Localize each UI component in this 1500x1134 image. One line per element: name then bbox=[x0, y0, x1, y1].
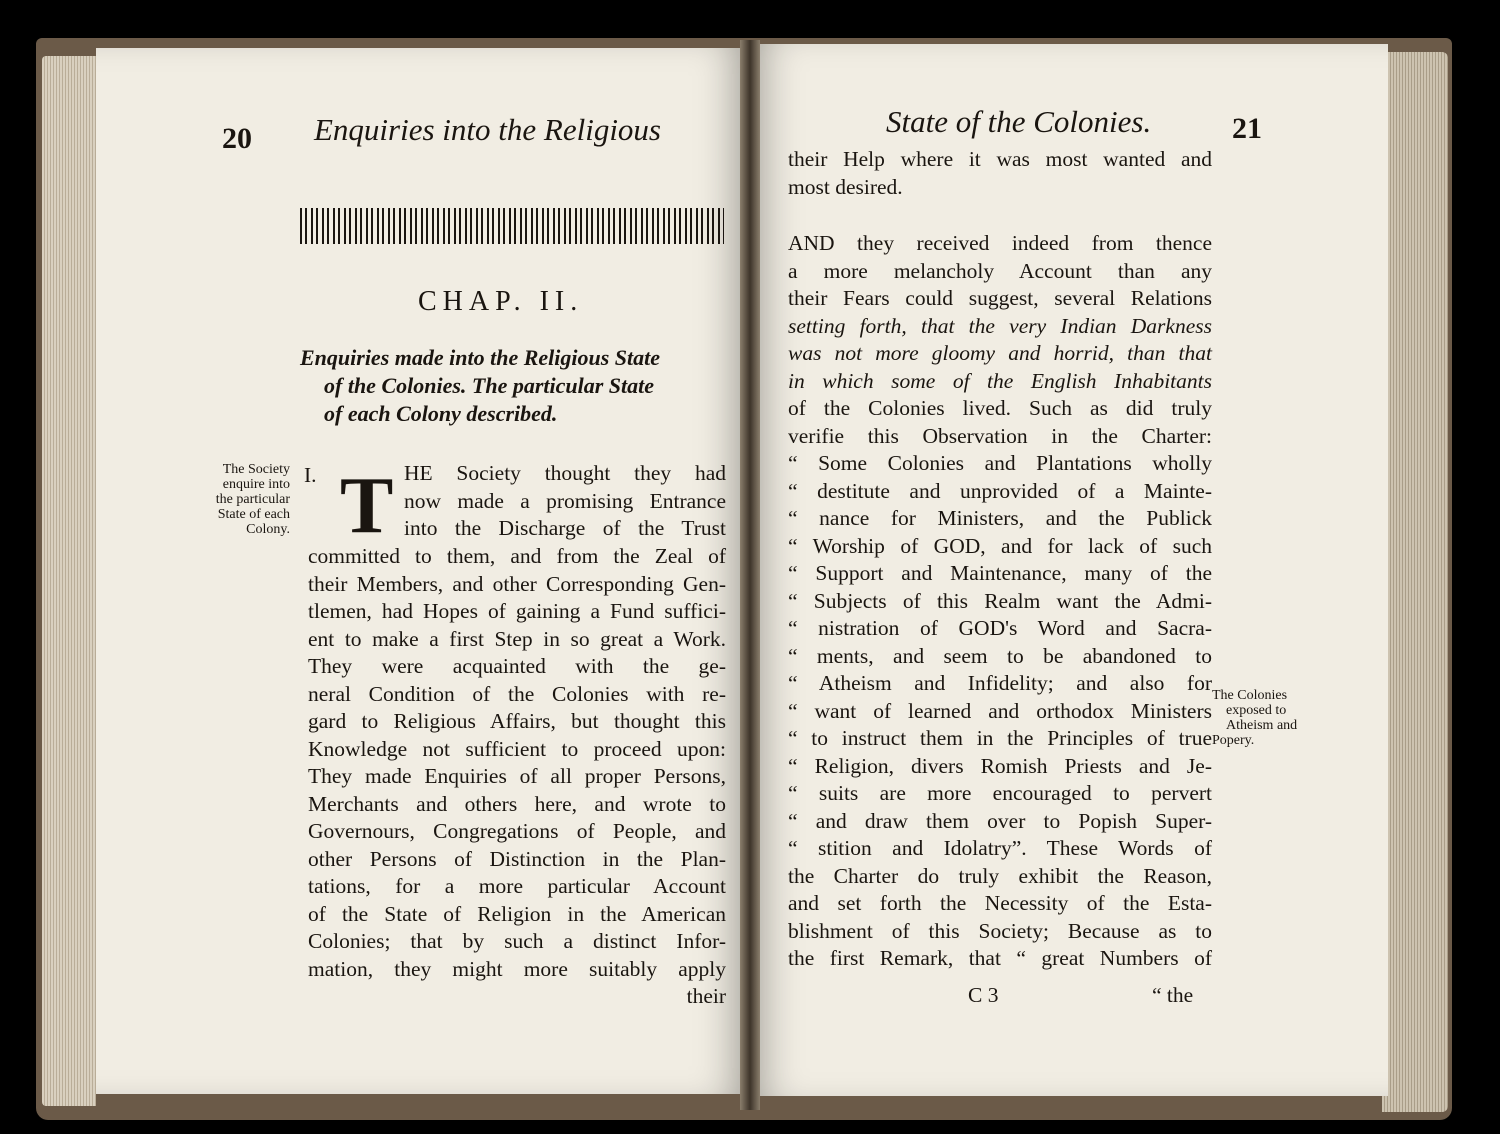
text-line: Governours, Congregations of People, and bbox=[308, 819, 726, 843]
catchword-right: “ the bbox=[1152, 983, 1194, 1007]
margin-note-line: The Colonies bbox=[1212, 688, 1288, 703]
text-line: neral Condition of the Colonies with re- bbox=[308, 681, 726, 706]
text-line: Knowledge not sufficient to proceed upon: bbox=[308, 736, 726, 761]
text-line: “ Atheism and Infidelity; and also for bbox=[788, 671, 1212, 695]
text-line: “ Worship of GOD, and for lack of such bbox=[788, 533, 1212, 558]
text-line: “ stition and Idolatry”. These Words of bbox=[788, 836, 1212, 860]
text-line: the Charter do truly exhibit the Reason, bbox=[788, 863, 1212, 888]
text-line: Colonies; that by such a distinct Infor- bbox=[308, 929, 726, 953]
text-line: most desired. bbox=[788, 174, 903, 199]
text-line: in which some of the English Inhabitants bbox=[788, 368, 1212, 393]
ornament-band-bottom bbox=[300, 226, 724, 244]
margin-note-line: the particular bbox=[215, 492, 290, 507]
margin-note-left bbox=[200, 462, 290, 537]
text-line: committed to them, and from the Zeal of bbox=[308, 544, 726, 568]
book-gutter bbox=[740, 40, 760, 1110]
text-line: They made Enquiries of all proper Persons, bbox=[308, 764, 726, 788]
text-line: the first Remark, that “ great Numbers of bbox=[788, 946, 1212, 970]
chapter-subtitle-line-1: Enquiries made into the Religious State bbox=[300, 345, 661, 370]
text-line: “ nance for Ministers, and the Publick bbox=[788, 506, 1212, 530]
catchword-left: their bbox=[686, 984, 726, 1008]
page-number-right: 21 bbox=[1232, 112, 1262, 145]
text-line: “ to instruct them in the Principles of true bbox=[788, 726, 1212, 750]
text-line: AND they received indeed from thence bbox=[788, 231, 1212, 255]
text-line: “ destitute and unprovided of a Mainte- bbox=[788, 478, 1212, 503]
right-body-text-top bbox=[788, 146, 1212, 201]
text-line: gard to Religious Affairs, but thought this bbox=[308, 709, 726, 733]
ornament-band-top bbox=[300, 208, 724, 226]
page-number-left: 20 bbox=[222, 122, 252, 155]
chapter-subtitle-line-2: of the Colonies. The particular State bbox=[324, 373, 655, 398]
page-edges-right bbox=[1382, 52, 1448, 1112]
running-head-left: Enquiries into the Religious bbox=[314, 112, 661, 147]
text-line: their Members, and other Corresponding Gen- bbox=[308, 571, 726, 596]
text-line: a more melancholy Account than any bbox=[788, 258, 1212, 283]
margin-note-line: exposed to bbox=[1226, 703, 1287, 718]
text-line: of the Colonies lived. Such as did truly bbox=[788, 396, 1212, 420]
page-edges-left bbox=[42, 56, 96, 1106]
text-line: tations, for a more particular Account bbox=[308, 874, 726, 898]
drop-cap-lines bbox=[404, 460, 726, 543]
margin-note-line: The Society bbox=[222, 462, 290, 477]
drop-cap: T bbox=[340, 462, 394, 550]
text-line: “ nistration of GOD's Word and Sacra- bbox=[788, 616, 1212, 640]
chapter-heading: CHAP. II. bbox=[418, 286, 584, 317]
text-line: was not more gloomy and horrid, than that bbox=[788, 341, 1212, 365]
margin-note-right bbox=[1212, 688, 1302, 748]
text-line: blishment of this Society; Because as to bbox=[788, 918, 1212, 943]
margin-note-line: State of each bbox=[217, 507, 290, 522]
text-line: their Help where it was most wanted and bbox=[788, 147, 1212, 171]
text-line: “ suits are more encouraged to pervert bbox=[788, 781, 1212, 805]
running-head-right: State of the Colonies. bbox=[886, 104, 1152, 139]
text-line: ent to make a first Step in so great a Work. bbox=[308, 626, 726, 651]
text-line: tlemen, had Hopes of gaining a Fund suffici- bbox=[308, 599, 726, 623]
text-line: “ want of learned and orthodox Ministers bbox=[788, 698, 1212, 723]
text-line: HE Society thought they had bbox=[404, 461, 726, 485]
margin-note-line: Popery. bbox=[1212, 733, 1255, 748]
text-line: into the Discharge of the Trust bbox=[404, 516, 726, 540]
text-line: their Fears could suggest, several Relations bbox=[788, 286, 1212, 310]
text-line: “ ments, and seem to be abandoned to bbox=[788, 643, 1212, 668]
text-line: They were acquainted with the ge- bbox=[308, 654, 726, 678]
section-number: I. bbox=[304, 463, 317, 487]
margin-note-line: enquire into bbox=[222, 477, 290, 492]
text-line: and set forth the Necessity of the Esta- bbox=[788, 891, 1212, 915]
margin-note-line: Atheism and bbox=[1226, 718, 1298, 733]
right-body-text bbox=[788, 230, 1212, 973]
text-line: mation, they might more suitably apply bbox=[308, 956, 726, 981]
text-line: other Persons of Distinction in the Plan- bbox=[308, 846, 726, 871]
margin-note-line: Colony. bbox=[246, 522, 290, 537]
text-line: “ Religion, divers Romish Priests and Je- bbox=[788, 753, 1212, 778]
text-line: “ Subjects of this Realm want the Admi- bbox=[788, 588, 1212, 613]
text-line: verifie this Observation in the Charter: bbox=[788, 423, 1212, 448]
text-line: setting forth, that the very Indian Darkness bbox=[788, 313, 1212, 338]
text-line: “ and draw them over to Popish Super- bbox=[788, 808, 1212, 833]
text-line: “ Some Colonies and Plantations wholly bbox=[788, 451, 1212, 475]
text-line: of the State of Religion in the American bbox=[308, 901, 726, 926]
text-line: now made a promising Entrance bbox=[404, 488, 726, 513]
signature-mark: C 3 bbox=[968, 983, 999, 1007]
text-line: “ Support and Maintenance, many of the bbox=[788, 561, 1212, 585]
left-body-text bbox=[308, 543, 726, 1011]
text-line: Merchants and others here, and wrote to bbox=[308, 791, 726, 816]
chapter-subtitle-line-3: of each Colony described. bbox=[324, 401, 558, 426]
